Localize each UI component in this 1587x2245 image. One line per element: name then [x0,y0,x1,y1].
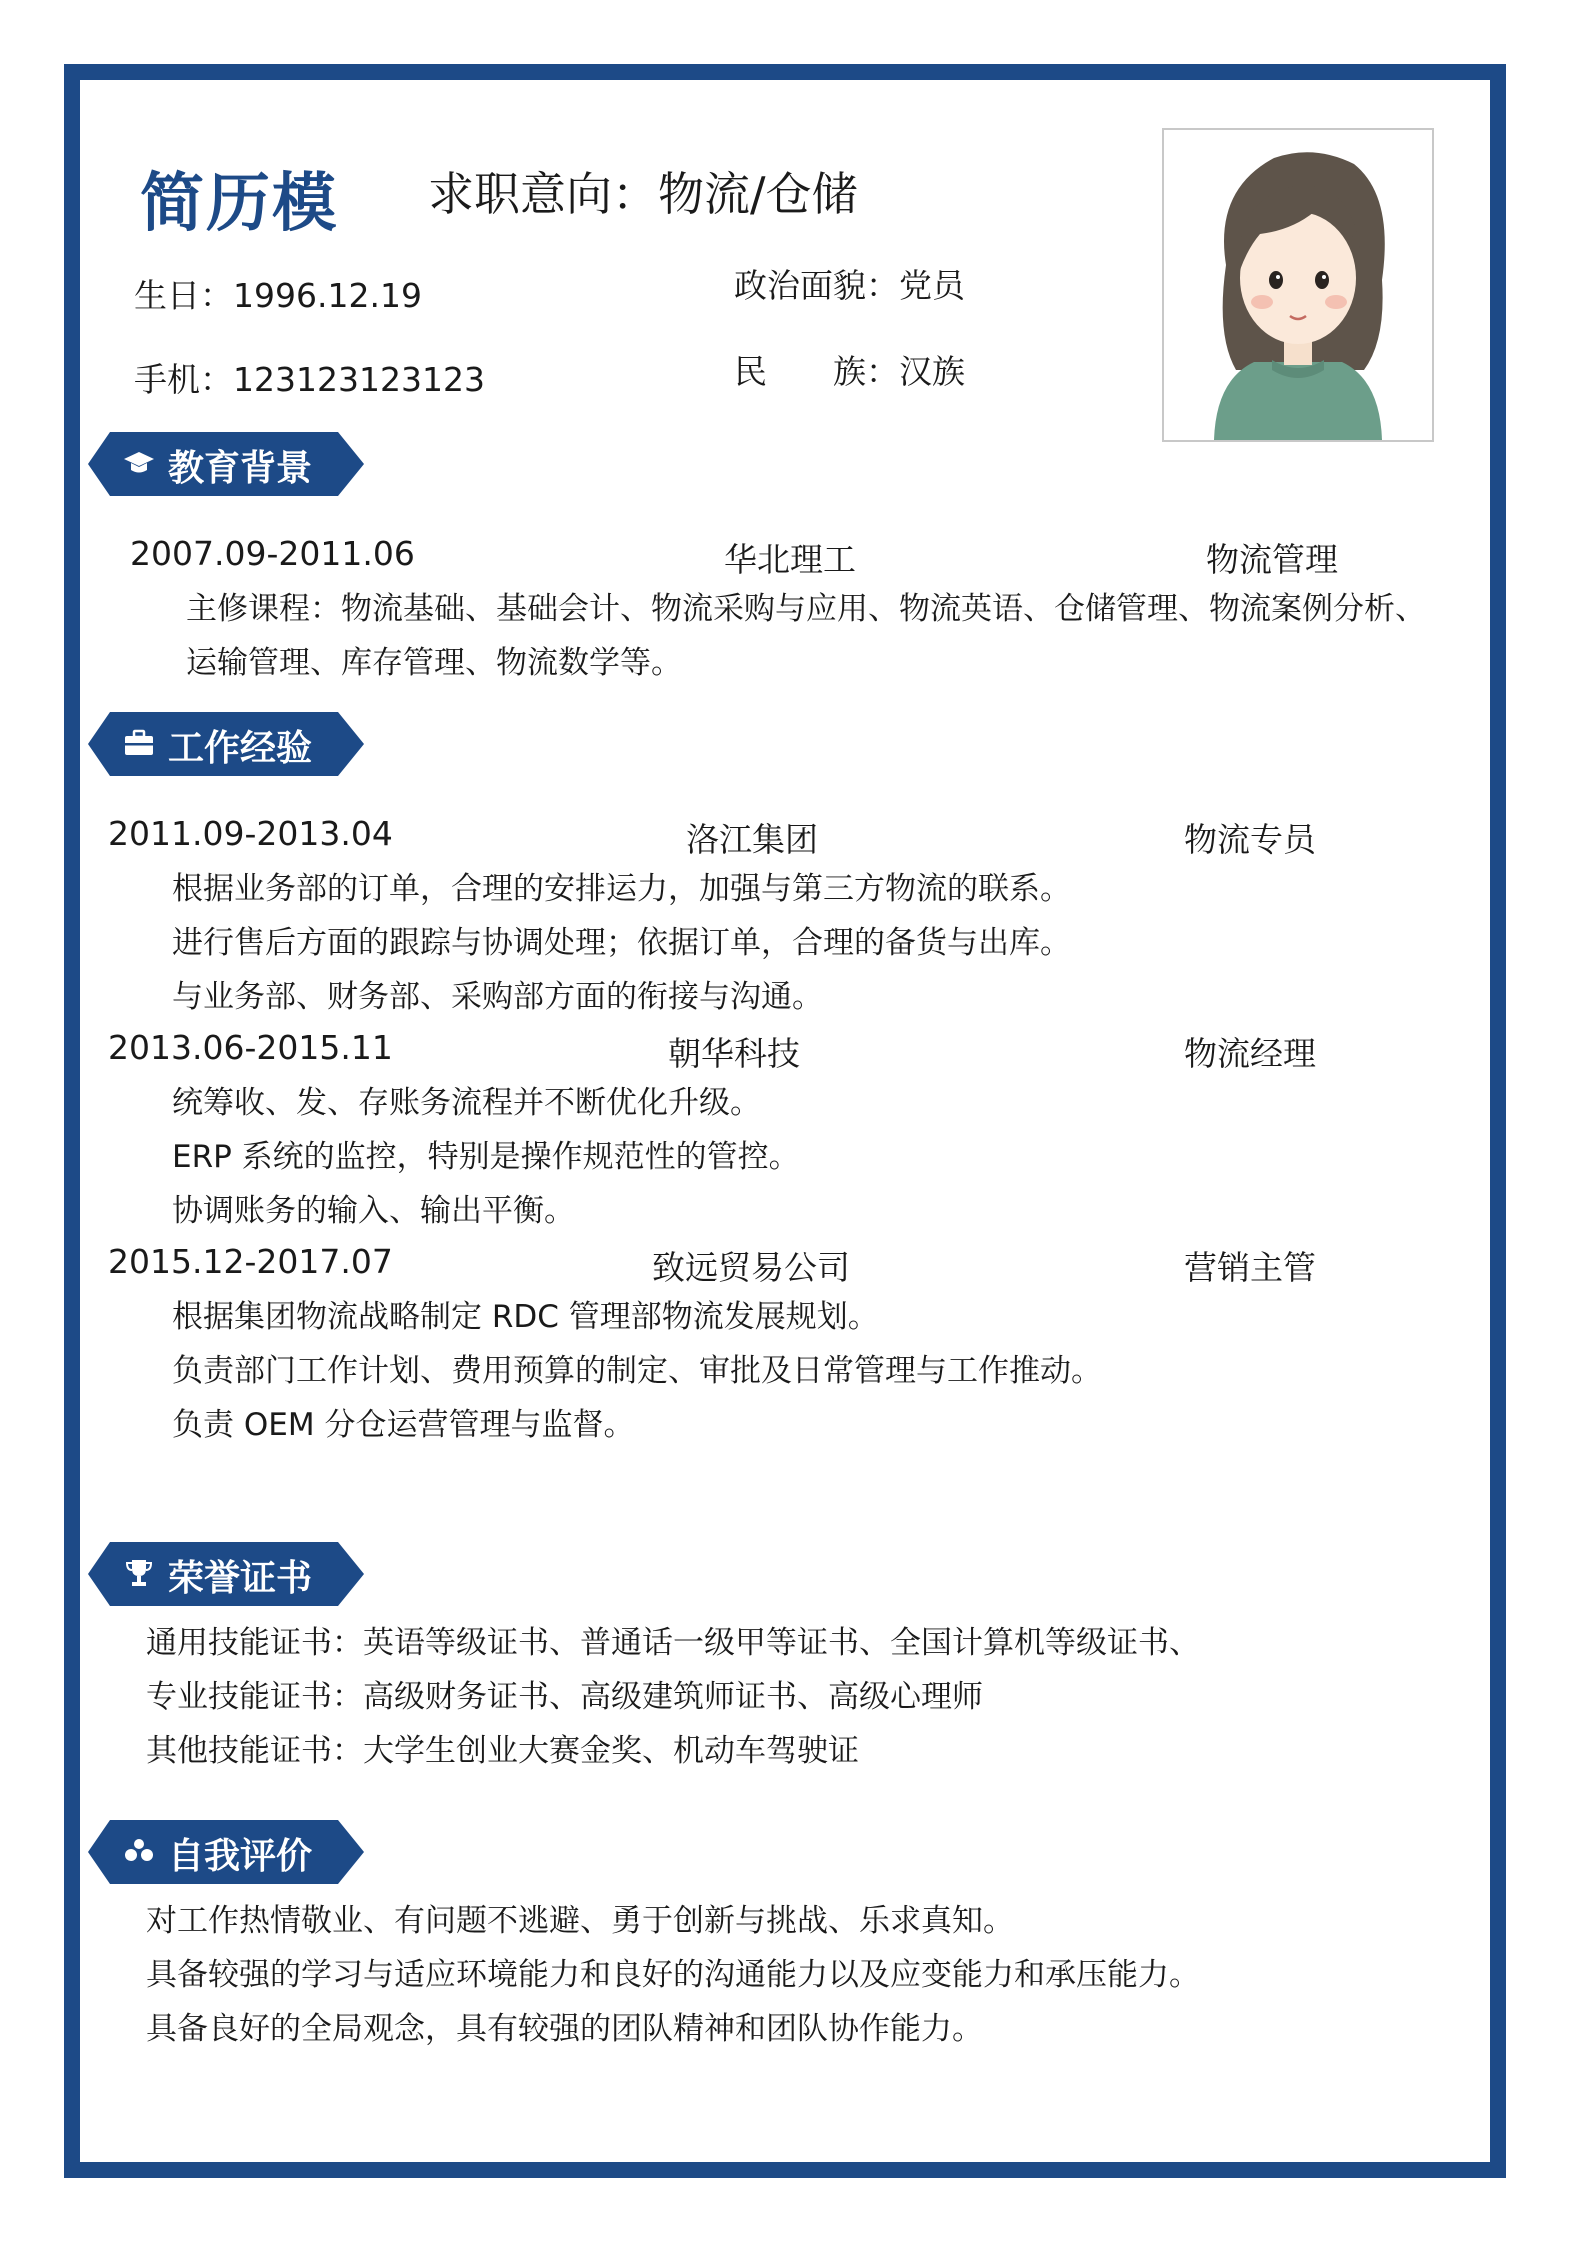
job-duty: 根据集团物流战略制定 RDC 管理部物流发展规划。 [172,1299,879,1335]
self-evaluation-item: 对工作热情敬业、有问题不逃避、勇于创新与挑战、乐求真知。 [146,1903,1014,1939]
phone: 手机：123123123123 [134,360,485,399]
job-duty: 与业务部、财务部、采购部方面的衔接与沟通。 [172,979,823,1015]
ethnicity [734,346,965,393]
job-role: 物流经理 [1184,1034,1316,1073]
ethnicity-value: 汉族 [899,352,965,391]
trophy-icon [122,1556,156,1590]
honor-item: 专业技能证书：高级财务证书、高级建筑师证书、高级心理师 [146,1679,983,1715]
job-duty: 统筹收、发、存账务流程并不断优化升级。 [172,1085,761,1121]
birthday: 生日：1996.12.19 [134,276,422,315]
job-duty: 负责部门工作计划、费用预算的制定、审批及日常管理与工作推动。 [172,1353,1102,1389]
self-evaluation-item: 具备较强的学习与适应环境能力和良好的沟通能力以及应变能力和承压能力。 [146,1957,1200,1993]
resume-title: 简历模 [140,167,338,241]
profile-photo [1162,128,1434,442]
education-courses-line1: 主修课程：物流基础、基础会计、物流采购与应用、物流英语、仓储管理、物流案例分析、 [186,591,1426,627]
job-date: 2015.12-2017.07 [108,1242,393,1281]
job-company: 致远贸易公司 [652,1248,850,1287]
ethnicity-label: 民 族： [734,352,899,391]
job-role: 物流专员 [1184,820,1316,859]
job-company: 洛江集团 [686,820,818,859]
cluster-icon [122,1834,156,1868]
education-major: 物流管理 [1206,540,1338,579]
self-evaluation-item: 具备良好的全局观念，具有较强的团队精神和团队协作能力。 [146,2011,983,2047]
graduation-cap-icon [122,446,156,480]
job-duty: 根据业务部的订单，合理的安排运力，加强与第三方物流的联系。 [172,871,1071,907]
briefcase-icon [122,726,156,760]
avatar-illustration [1164,130,1432,440]
job-role: 营销主管 [1184,1248,1316,1287]
job-date: 2011.09-2013.04 [108,814,393,853]
section-title-honors: 荣誉证书 [168,1558,313,1599]
job-date: 2013.06-2015.11 [108,1028,393,1067]
job-duty: 协调账务的输入、输出平衡。 [172,1193,575,1229]
education-courses-line2: 运输管理、库存管理、物流数学等。 [186,645,682,681]
section-title-self-evaluation: 自我评价 [168,1836,313,1877]
job-duty: ERP 系统的监控，特别是操作规范性的管控。 [172,1139,800,1175]
job-duty: 进行售后方面的跟踪与协调处理；依据订单，合理的备货与出库。 [172,925,1071,961]
job-intent: 求职意向：物流/仓储 [428,167,858,221]
education-date: 2007.09-2011.06 [130,534,415,573]
job-duty: 负责 OEM 分仓运营管理与监督。 [172,1407,635,1443]
honor-item: 通用技能证书：英语等级证书、普通话一级甲等证书、全国计算机等级证书、 [146,1625,1200,1661]
political-status: 政治面貌：党员 [734,266,965,305]
education-school: 华北理工 [724,540,856,579]
job-company: 朝华科技 [668,1034,800,1073]
section-title-work: 工作经验 [168,728,313,769]
honor-item: 其他技能证书：大学生创业大赛金奖、机动车驾驶证 [146,1733,859,1769]
section-title-education: 教育背景 [168,448,313,489]
